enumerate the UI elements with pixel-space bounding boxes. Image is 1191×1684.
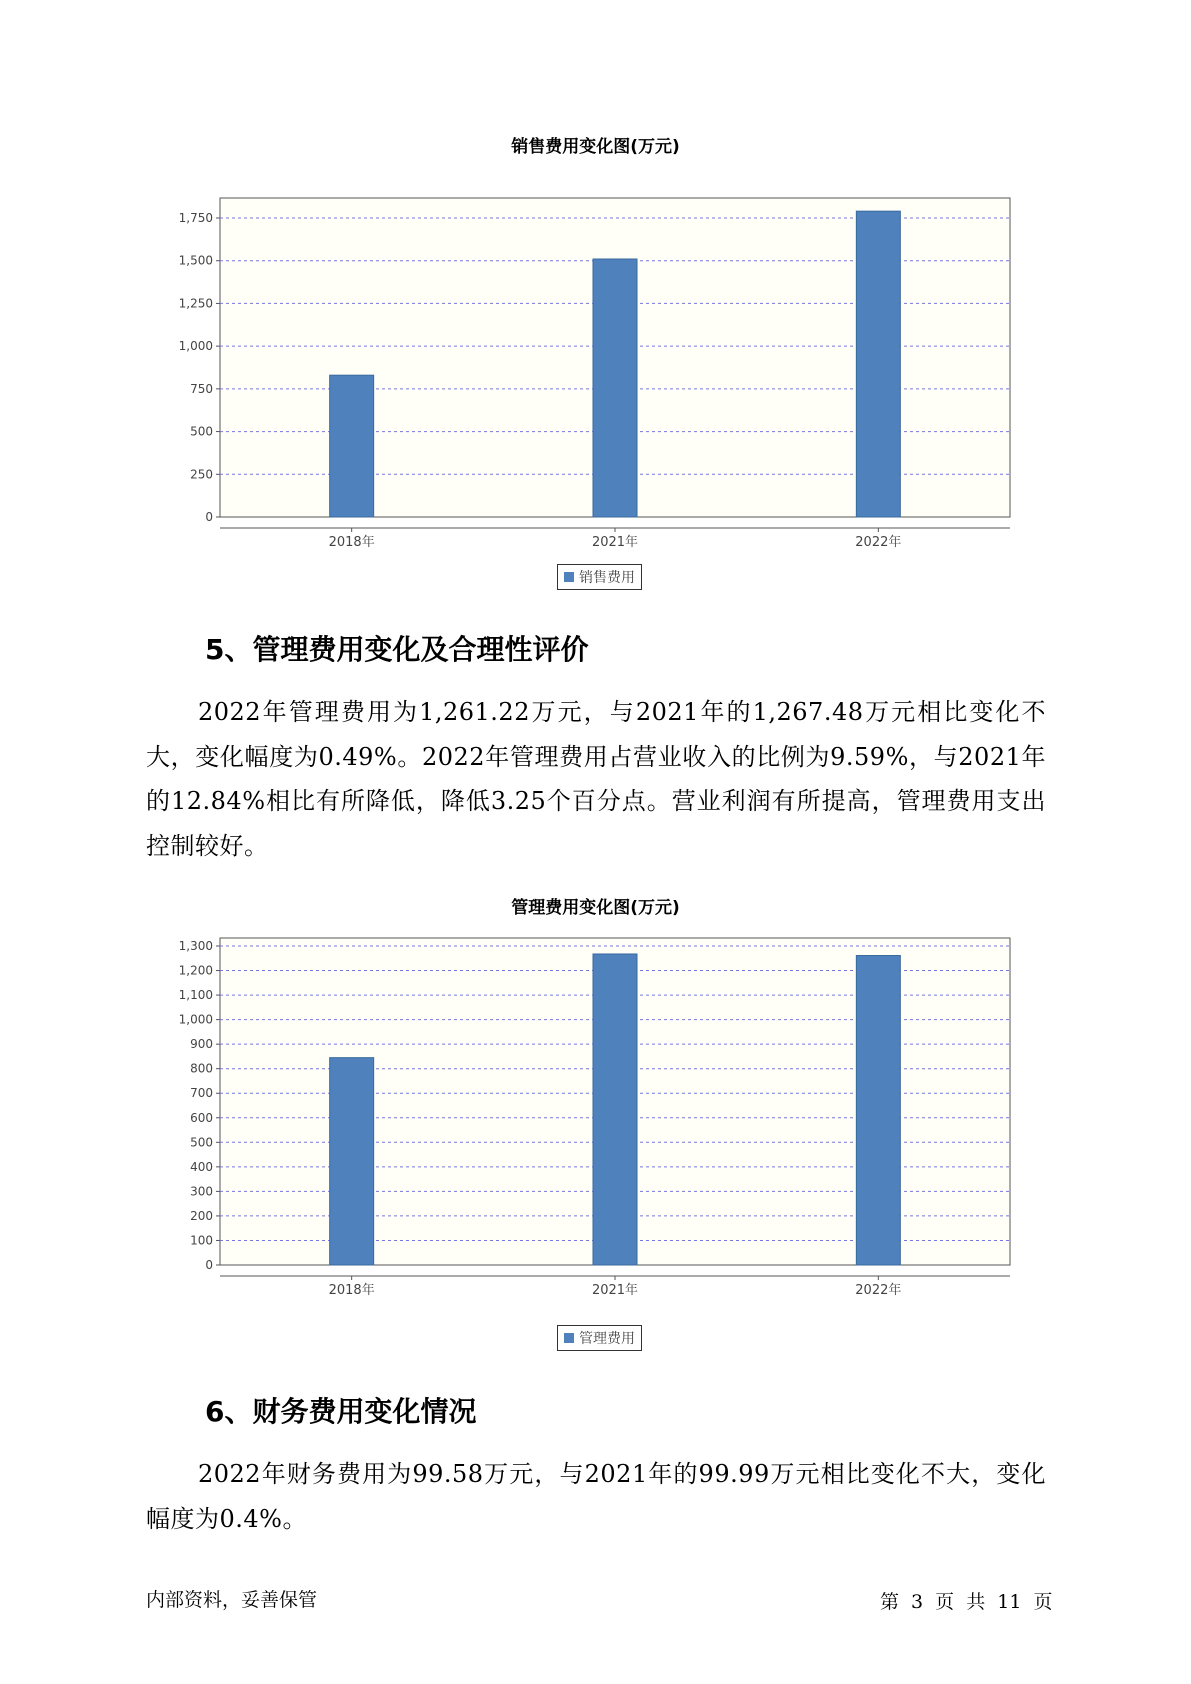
y-tick-label: 1,000	[178, 339, 213, 354]
bar	[856, 211, 900, 517]
y-tick-label: 1,000	[178, 1012, 213, 1027]
y-tick-label: 500	[190, 1135, 213, 1150]
y-tick-label: 100	[190, 1233, 213, 1248]
chart2-title: 管理费用变化图(万元)	[511, 898, 680, 918]
y-tick-label: 800	[190, 1061, 213, 1076]
x-tick-label: 2022年	[855, 535, 902, 550]
y-tick-label: 750	[190, 381, 213, 396]
section6-paragraph: 2022年财务费用为99.58万元，与2021年的99.99万元相比变化不大，变化幅度为0.4%。	[146, 1460, 1046, 1533]
y-tick-label: 700	[190, 1086, 213, 1101]
bar	[330, 1058, 374, 1265]
y-tick-label: 600	[190, 1110, 213, 1125]
y-tick-label: 1,750	[178, 211, 213, 225]
y-tick-label: 900	[190, 1037, 213, 1052]
chart1-legend	[557, 564, 642, 590]
y-tick-label: 0	[205, 1258, 213, 1272]
x-tick-label: 2022年	[855, 1283, 902, 1298]
legend-swatch-icon	[564, 572, 574, 582]
y-tick-label: 400	[190, 1159, 213, 1174]
chart1-title: 销售费用变化图(万元)	[511, 137, 680, 157]
bar	[330, 375, 374, 517]
section5-heading: 5、管理费用变化及合理性评价	[205, 633, 589, 666]
y-tick-label: 300	[190, 1184, 213, 1199]
footer-page-number: 第 3 页 共 11 页	[880, 1591, 1053, 1613]
sales-expense-chart	[0, 172, 1191, 550]
x-tick-label: 2018年	[328, 1283, 375, 1298]
y-tick-label: 1,200	[178, 963, 213, 978]
bar	[593, 259, 637, 517]
bar	[856, 956, 900, 1265]
y-tick-label: 1,500	[178, 253, 213, 268]
section6-heading: 6、财务费用变化情况	[205, 1395, 477, 1428]
bar	[593, 954, 637, 1265]
y-tick-label: 1,100	[178, 988, 213, 1003]
y-tick-label: 1,300	[178, 939, 213, 953]
chart1-legend-label: 销售费用	[579, 570, 635, 586]
x-tick-label: 2021年	[591, 535, 639, 550]
admin-expense-chart	[0, 930, 1191, 1298]
section5-paragraph: 2022年管理费用为1,261.22万元，与2021年的1,267.48万元相比变化不大，变化幅度为0.49%。2022年管理费用占营业收入的比例为9.59%，与2021年的12.84%相比有所降低，降低3.25个百分点。营业利润有所提高，管理费用支出控制较好。	[146, 698, 1046, 860]
chart2-legend	[557, 1325, 642, 1351]
y-tick-label: 0	[205, 510, 213, 524]
y-tick-label: 500	[190, 424, 213, 439]
x-tick-label: 2018年	[328, 535, 375, 550]
chart2-legend-label: 管理费用	[579, 1331, 635, 1347]
y-tick-label: 1,250	[178, 296, 213, 311]
x-tick-label: 2021年	[591, 1283, 639, 1298]
y-tick-label: 250	[190, 467, 213, 482]
footer-confidential: 内部资料，妥善保管	[146, 1589, 318, 1611]
legend-swatch-icon	[564, 1333, 574, 1343]
y-tick-label: 200	[190, 1208, 213, 1223]
